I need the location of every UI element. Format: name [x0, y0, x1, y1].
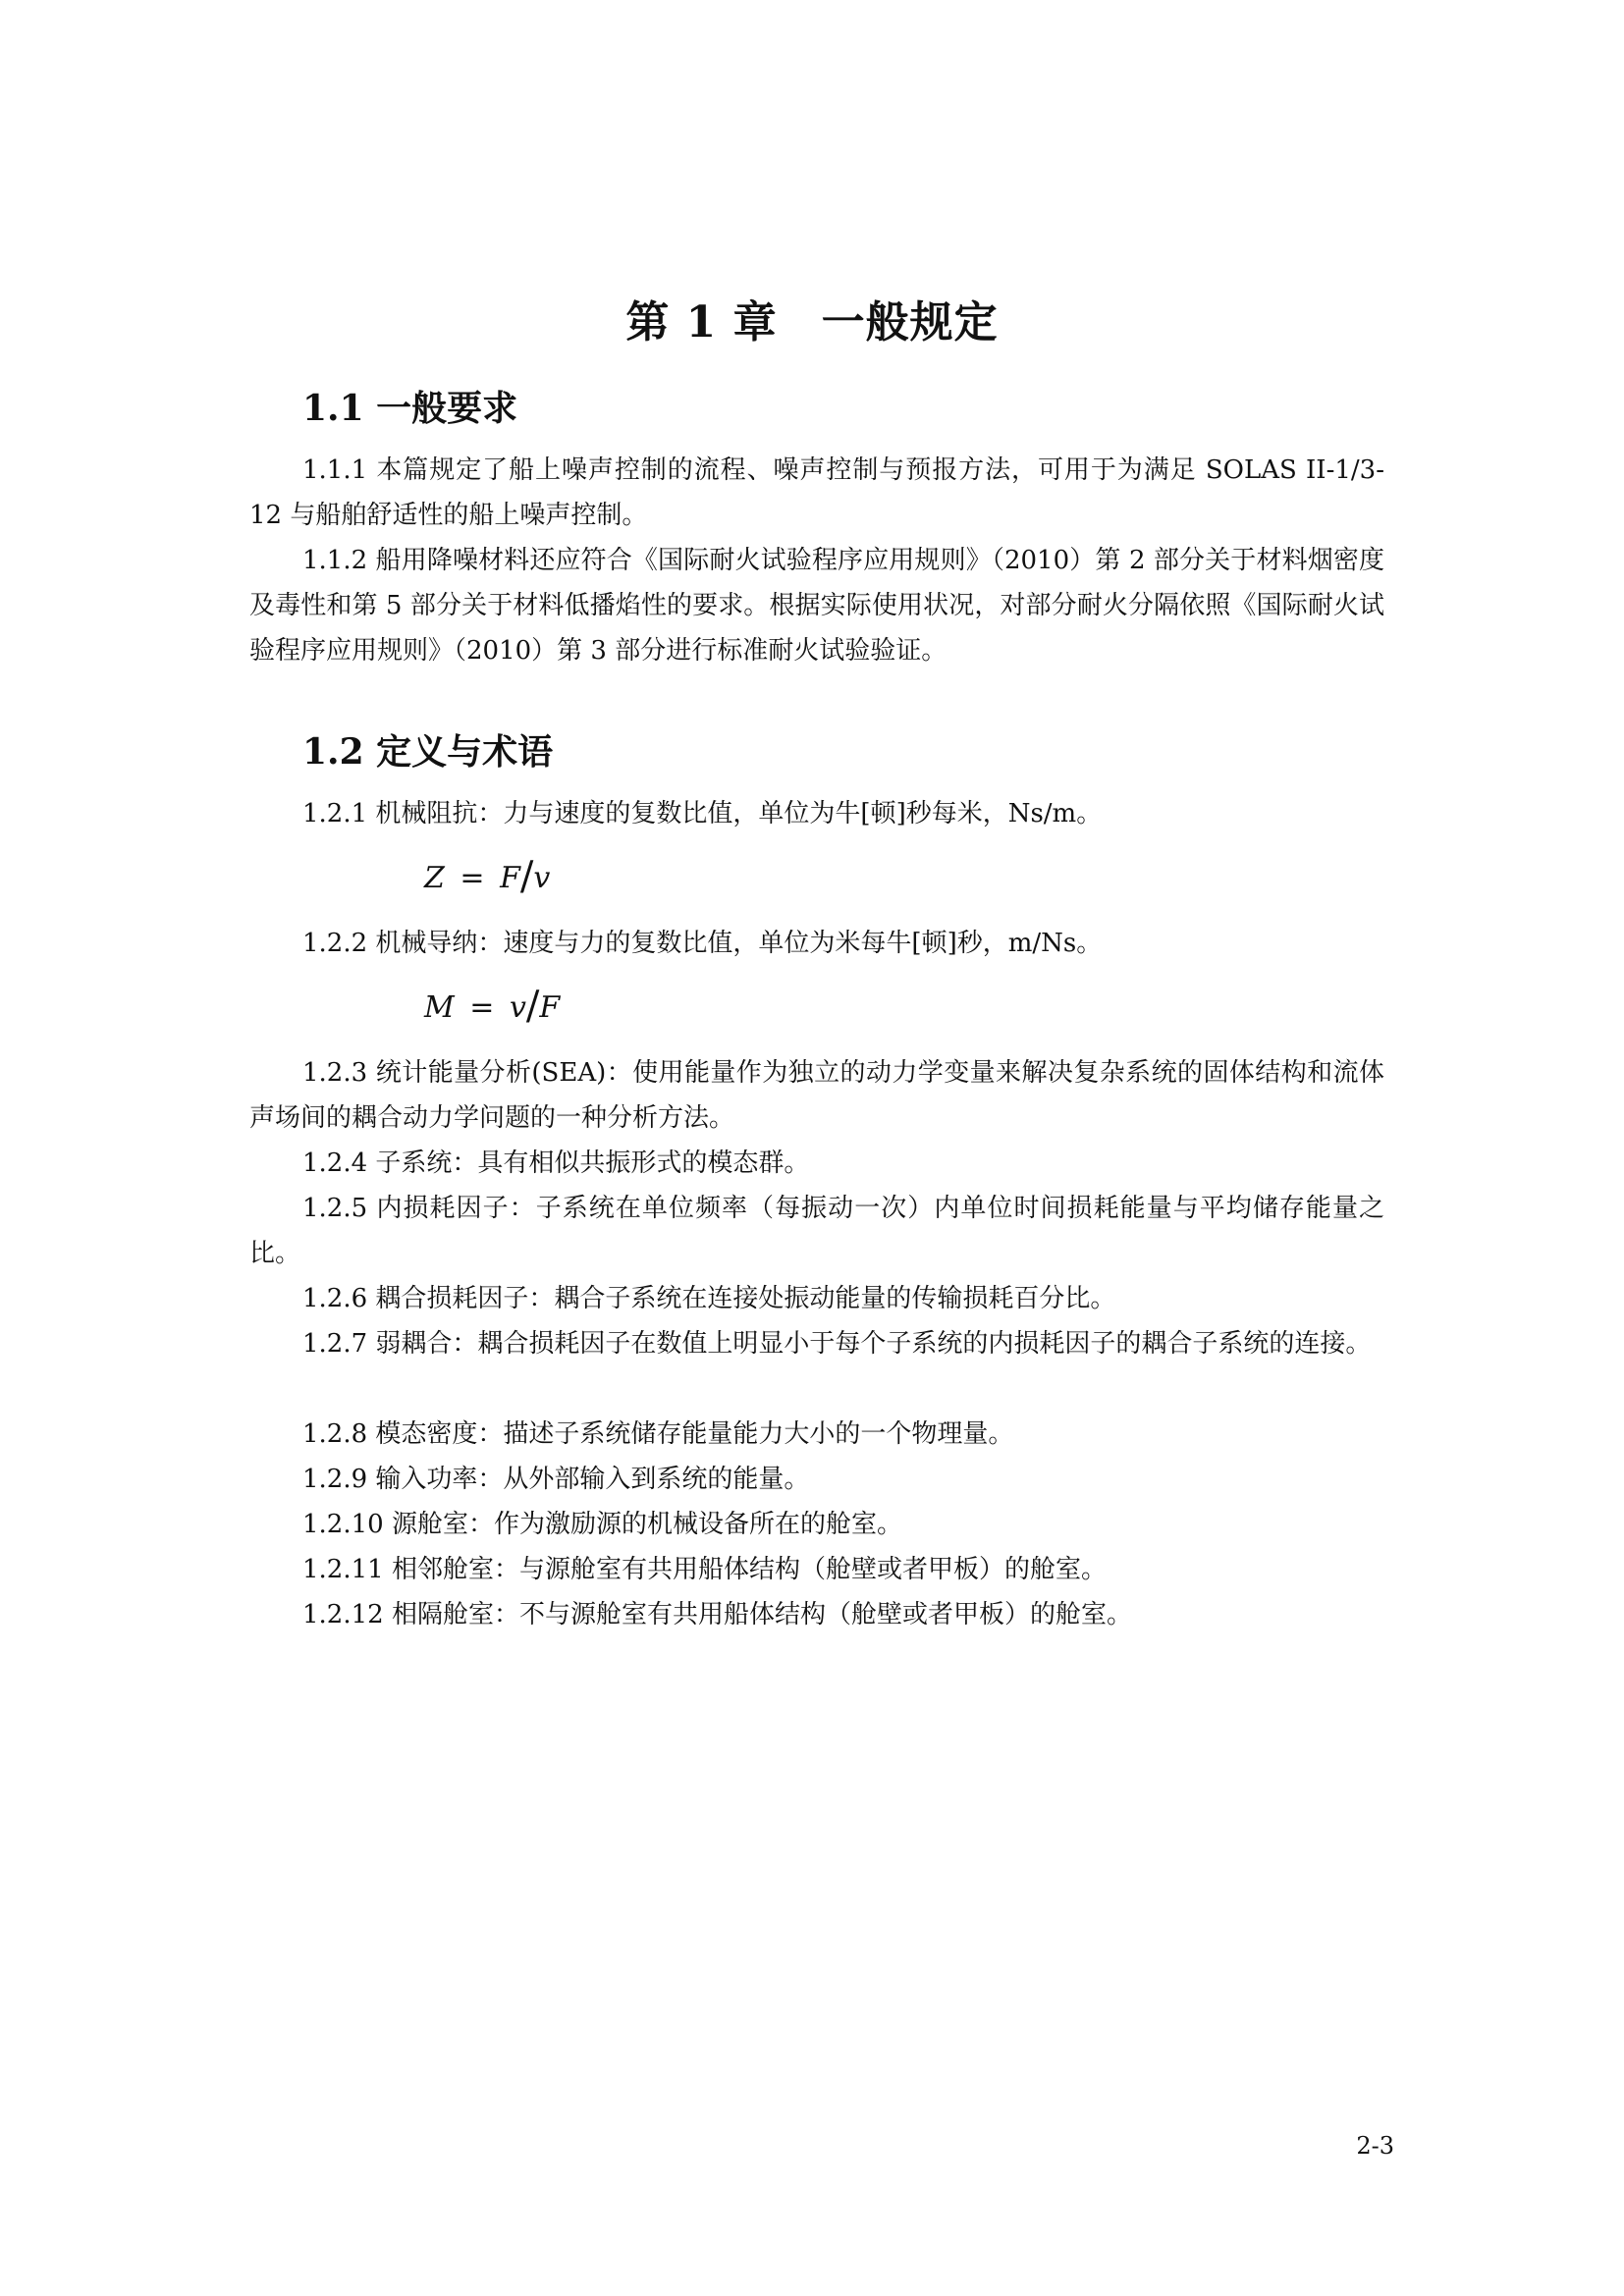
- definition-1-2-6: 1.2.6 耦合损耗因子：耦合子系统在连接处振动能量的传输损耗百分比。: [302, 1284, 1116, 1313]
- section-title-1-2: 1.2 定义与术语: [302, 731, 554, 773]
- section-title-1-1: 1.1 一般要求: [302, 388, 518, 429]
- formula-lhs: M: [424, 990, 455, 1025]
- page-number: 2-3: [1356, 2132, 1394, 2160]
- chapter-title: 第 1 章 一般规定: [625, 297, 999, 347]
- definition-1-2-10: 1.2.10 源舱室：作为激励源的机械设备所在的舱室。: [302, 1510, 902, 1539]
- paragraph-1-1-2: 1.1.2 船用降噪材料还应符合《国际耐火试验程序应用规则》（2010）第 2 部分关于材料烟密度及毒性和第 5 部分关于材料低播焰性的要求。根据实际使用状况，对部分耐火分隔依照《国际耐火试验程序应用规则》（2010）第 3 部分进行标准耐火试验验证。: [249, 546, 1384, 666]
- formula-lhs: Z: [424, 861, 445, 895]
- definition-1-2-9: 1.2.9 输入功率：从外部输入到系统的能量。: [302, 1465, 810, 1494]
- definition-1-2-8: 1.2.8 模态密度：描述子系统储存能量能力大小的一个物理量。: [302, 1419, 1014, 1449]
- formula-eq: =: [469, 990, 495, 1025]
- paragraph-1-1-1: 1.1.1 本篇规定了船上噪声控制的流程、噪声控制与预报方法，可用于为满足 SOLAS II-1/3-12 与船舶舒适性的船上噪声控制。: [249, 455, 1384, 530]
- definition-1-2-2: 1.2.2 机械导纳：速度与力的复数比值，单位为米每牛[顿]秒，m/Ns。: [302, 929, 1103, 958]
- definition-1-2-12: 1.2.12 相隔舱室：不与源舱室有共用船体结构（舱壁或者甲板）的舱室。: [302, 1600, 1132, 1629]
- formula-denominator: v: [533, 861, 551, 895]
- formula-eq: =: [460, 861, 485, 895]
- formula-numerator: v: [509, 990, 526, 1025]
- formula-impedance: [424, 852, 550, 897]
- formula-mobility: [424, 982, 560, 1027]
- formula-denominator: F: [539, 990, 561, 1025]
- formula-numerator: F: [500, 861, 520, 895]
- definition-1-2-3: 1.2.3 统计能量分析(SEA)：使用能量作为独立的动力学变量来解决复杂系统的固体结构和流体声场间的耦合动力学问题的一种分析方法。: [249, 1058, 1384, 1133]
- definition-1-2-7: 1.2.7 弱耦合：耦合损耗因子在数值上明显小于每个子系统的内损耗因子的耦合子系统的连接。: [302, 1329, 1372, 1359]
- formula-slash: /: [519, 854, 534, 899]
- definition-1-2-11: 1.2.11 相邻舱室：与源舱室有共用船体结构（舱壁或者甲板）的舱室。: [302, 1555, 1107, 1584]
- definition-1-2-4: 1.2.4 子系统：具有相似共振形式的模态群。: [302, 1148, 810, 1178]
- definition-1-2-1: 1.2.1 机械阻抗：力与速度的复数比值，单位为牛[顿]秒每米，Ns/m。: [302, 799, 1103, 828]
- definition-1-2-5: 1.2.5 内损耗因子：子系统在单位频率（每振动一次）内单位时间损耗能量与平均储存能量之比。: [249, 1194, 1384, 1268]
- formula-slash: /: [525, 984, 540, 1029]
